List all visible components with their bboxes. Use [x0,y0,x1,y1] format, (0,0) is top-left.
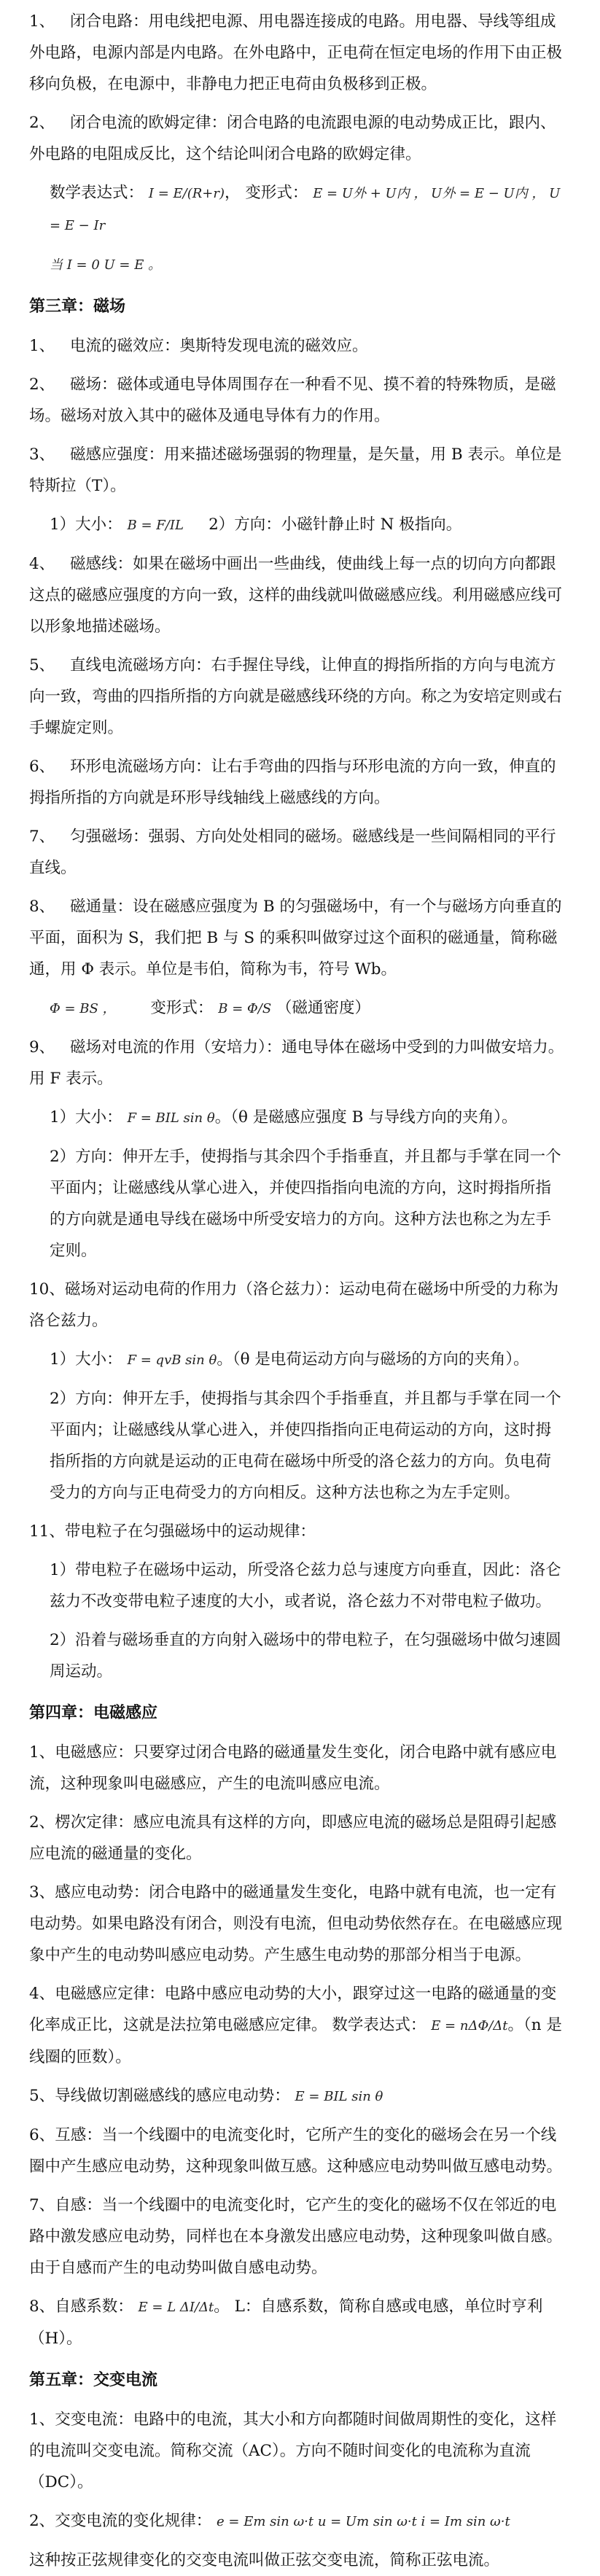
item-number: 2、 [29,114,55,132]
ch4-item-2 [29,1807,566,1869]
ac-formulas: e = Em sin ω·t u = Um sin ω·t i = Im sin ω·t [217,2514,510,2529]
ch5-item-2-tail: 这种按正弦规律变化的交变电流叫做正弦交变电流，简称正弦电流。 [29,2551,500,2569]
item-text: 电磁感应定律：电路中感应电动势的大小，跟穿过这一电路的磁通量的变化率成正比，这就是法拉第电磁感应定律。 数学表达式： [29,1985,557,2034]
item-number: 2、 [29,1813,55,1832]
item-number: 6、 [29,758,55,776]
formula-label: 数学表达式： [50,184,144,202]
direction-text: 2）方向：小磁针静止时 N 极指向。 [209,515,462,534]
item-text: 楞次定律：感应电流具有这样的方向，即感应电流的磁场总是阻碍引起感应电流的磁通量的变化。 [29,1813,557,1863]
self-inductance-formula: E = L ΔI/Δt [138,2300,214,2315]
ch2-formula-line: 数学表达式： I = E/(R+r)， 变形式： E = U外 + U内 ， U外 = E − U内 ， U = E − Ir [50,184,561,233]
item-number: 5、 [29,656,55,674]
item-text: 磁感应强度：用来描述磁场强弱的物理量，是矢量，用 B 表示。单位是特斯拉（T）。 [29,445,562,495]
ch3-item-9-direction: 2）方向：伸开左手，使拇指与其余四个手指垂直，并且都与手掌在同一个平面内；让磁感线从掌心进入，并使四指指向电流的方向，这时拇指所指的方向就是通电导线在磁场中所受安培力的方向。这种方法也称之为左手定则。 [50,1148,561,1260]
ch4-item-3 [29,1877,566,1971]
phi-variant-note: （磁通密度） [276,999,371,1017]
chapter-3-title: 第三章：磁场 [29,297,126,316]
item-text: 磁场对电流的作用（安培力）：通电导体在磁场中受到的力叫做安培力。用 F 表示。 [29,1038,564,1088]
item-number: 4、 [29,555,55,573]
item-number: 6、 [29,2126,55,2144]
item-text: 带电粒子在匀强磁场中的运动规律： [64,1522,316,1541]
ch4-item-5 [29,2080,566,2112]
item-number: 7、 [29,828,55,846]
item-text: 闭合电流的欧姆定律：闭合电路的电流跟电源的电动势成正比，跟内、外电路的电阻成反比，这个结论叫闭合电路的欧姆定律。 [29,114,556,163]
item-number: 8、 [29,2297,55,2316]
ch4-item-6 [29,2120,566,2182]
ch5-item-2 [29,2505,566,2537]
ch3-item-5 [29,650,566,744]
item-text: 磁场：磁体或通电导体周围存在一种看不见、摸不着的特殊物质，是磁场。磁场对放入其中的磁体及通电导体有力的作用。 [29,375,556,425]
ch3-item-10-size [29,1344,566,1376]
ch2-when-line [29,249,566,281]
item-text: 交变电流的变化规律： [55,2512,212,2530]
ch4-item-4 [29,1978,566,2073]
item-text: 感应电动势：闭合电路中的磁通量发生变化，电路中就有电流，也一定有电动势。如果电路没有闭合，则没有电流，但电动势依然存在。在电磁感应现象中产生的电动势叫感应电动势。产生感生电动势的那部分相当于电源。 [29,1883,563,1964]
ch3-item-9-size [29,1102,566,1134]
ch3-item-4 [29,548,566,642]
item-text: 自感系数： [55,2297,133,2316]
item-text: 自感：当一个线圈中的电流变化时，它产生的变化的磁场不仅在邻近的电路中激发感应电动势，同样也在本身激发出感应电动势，这种现象叫做自感。由于自感而产生的电动势叫做自感电动势。 [29,2196,563,2277]
item-number: 1、 [29,1743,55,1762]
item-number: 1、 [29,2410,55,2429]
faraday-formula: E = nΔΦ/Δt [431,2018,508,2034]
ampere-force-formula: F = BIL sin θ [127,1110,215,1126]
lorentz-force-formula: F = qvB sin θ [127,1353,217,1368]
ch3-phi-line [29,992,566,1024]
ch3-item-8 [29,891,566,985]
ch5-item-1 [29,2404,566,2498]
ohm-formula: I = E/(R+r) [148,186,225,201]
item-number: 2、 [29,375,55,394]
zero-current-formula: 当 I = 0 U = E 。 [50,257,162,273]
ch3-item-7 [29,821,566,884]
item-text: 磁感线：如果在磁场中画出一些曲线，使曲线上每一点的切向方向都跟这点的磁感应强度的方向一致，这样的曲线就叫做磁感应线。利用磁感应线可以形象地描述磁场。 [29,555,563,636]
ch3-item-2 [29,369,566,432]
ch2-paragraph-1 [29,6,566,100]
item-number: 5、 [29,2087,55,2105]
ch3-item-6 [29,751,566,814]
ohm-variant-formula: E = U外 + U内 ， U外 = E − U内 ， U = E − Ir [50,186,561,233]
ch4-item-8 [29,2291,566,2354]
item-text: 匀强磁场：强弱、方向处处相同的磁场。磁感线是一些间隔相同的平行直线。 [29,828,556,877]
variant-label: 变形式： [245,184,308,202]
ch4-item-7 [29,2190,566,2284]
size-label: 1）大小： [50,1108,122,1126]
item-number: 11、 [29,1522,65,1541]
ch3-item-11-a: 1）带电粒子在磁场中运动，所受洛仑兹力总与速度方向垂直，因此：洛仑兹力不改变带电粒子速度的大小，或者说，洛仑兹力不对带电粒子做功。 [50,1561,561,1611]
item-number: 4、 [29,1985,55,2003]
size-label: 1）大小： [50,1350,122,1369]
chapter-4-title: 第四章：电磁感应 [29,1704,158,1722]
item-text: 闭合电路：用电线把电源、用电器连接成的电路。用电器、导线等组成外电路，电源内部是内电路。在外电路中，正电荷在恒定电场的作用下由正极移向负极，在电源中，非静电力把正电荷由负极移到正极。 [29,12,563,93]
ch4-item-1 [29,1737,566,1799]
ch3-item-10-direction: 2）方向：伸开左手，使拇指与其余四个手指垂直，并且都与手掌在同一个平面内；让磁感线从掌心进入，并使四指指向正电荷运动的方向，这时拇指所指的方向就是运动的正电荷在磁场中所受的洛仑兹力的方向。负电荷受力的方向与正电荷受力的方向相反。这种方法也称之为左手定则。 [50,1390,561,1502]
b-formula: B = F/IL [127,518,184,533]
item-number: 9、 [29,1038,55,1057]
item-text: 直线电流磁场方向：右手握住导线，让伸直的拇指所指的方向与电流方向一致，弯曲的四指所指的方向就是磁感线环绕的方向。称之为安培定则或右手螺旋定则。 [29,656,563,737]
variant-label: 变形式： [150,999,214,1017]
item-number: 3、 [29,1883,55,1902]
item-text: 交变电流：电路中的电流，其大小和方向都随时间做周期性的变化，这样的电流叫交变电流。简称交流（AC）。方向不随时间变化的电流称为直流（DC）。 [29,2410,557,2491]
phi-formula: Φ = BS ， [50,1001,116,1016]
size-note: 。（θ 是电荷运动方向与磁场的方向的夹角）。 [217,1350,529,1369]
ch3-item-11 [29,1516,566,1547]
ch2-paragraph-2 [29,107,566,170]
ch3-item-9 [29,1032,566,1094]
ch3-item-11-b: 2）沿着与磁场垂直的方向射入磁场中的带电粒子，在匀强磁场中做匀速圆周运动。 [50,1631,561,1681]
item-text: 环形电流磁场方向：让右手弯曲的四指与环形电流的方向一致，伸直的拇指所指的方向就是环形导线轴线上磁感线的方向。 [29,758,556,807]
ch3-b-line [29,509,566,541]
ch3-item-1 [29,330,566,362]
item-text: 磁通量：设在磁感应强度为 B 的匀强磁场中，有一个与磁场方向垂直的平面，面积为 S，我们把 B 与 S 的乘积叫做穿过这个面积的磁通量，简称磁通，用 Φ 表示。单位是韦伯，简称为韦，符号 Wb。 [29,898,562,978]
ch3-item-3 [29,439,566,502]
item-number: 1、 [29,12,55,31]
size-note: 。（θ 是磁感应强度 B 与导线方向的夹角）。 [214,1108,518,1126]
item-text: 电磁感应：只要穿过闭合电路的磁通量发生变化，闭合电路中就有感应电流，这种现象叫电磁感应，产生的电流叫感应电流。 [29,1743,557,1793]
motional-emf-formula: E = BIL sin θ [295,2089,383,2104]
item-text-continued: 。 L：自感系数，简称自感或电感，单位时亨利（H）。 [29,2297,543,2348]
item-number: 7、 [29,2196,55,2214]
item-number: 3、 [29,445,55,464]
item-number: 10、 [29,1280,65,1299]
item-text: 电流的磁效应：奥斯特发现电流的磁效应。 [70,337,368,355]
item-text: 导线做切割磁感线的感应电动势： [55,2087,290,2105]
item-number: 1、 [29,337,55,355]
item-text: 磁场对运动电荷的作用力（洛仑兹力）：运动电荷在磁场中所受的力称为洛仑兹力。 [29,1280,559,1330]
item-text: 互感：当一个线圈中的电流变化时，它所产生的变化的磁场会在另一个线圈中产生感应电动势，这种现象叫做互感。这种感应电动势叫做互感电动势。 [29,2126,563,2176]
size-label: 1）大小： [50,515,122,534]
faraday-note: 。（n 是线圈的匝数）。 [29,2016,562,2066]
ch3-item-10 [29,1274,566,1336]
phi-variant-formula: B = Φ/S [218,1001,272,1016]
item-number: 2、 [29,2512,55,2530]
item-number: 8、 [29,898,55,916]
chapter-5-title: 第五章：交变电流 [29,2371,158,2389]
